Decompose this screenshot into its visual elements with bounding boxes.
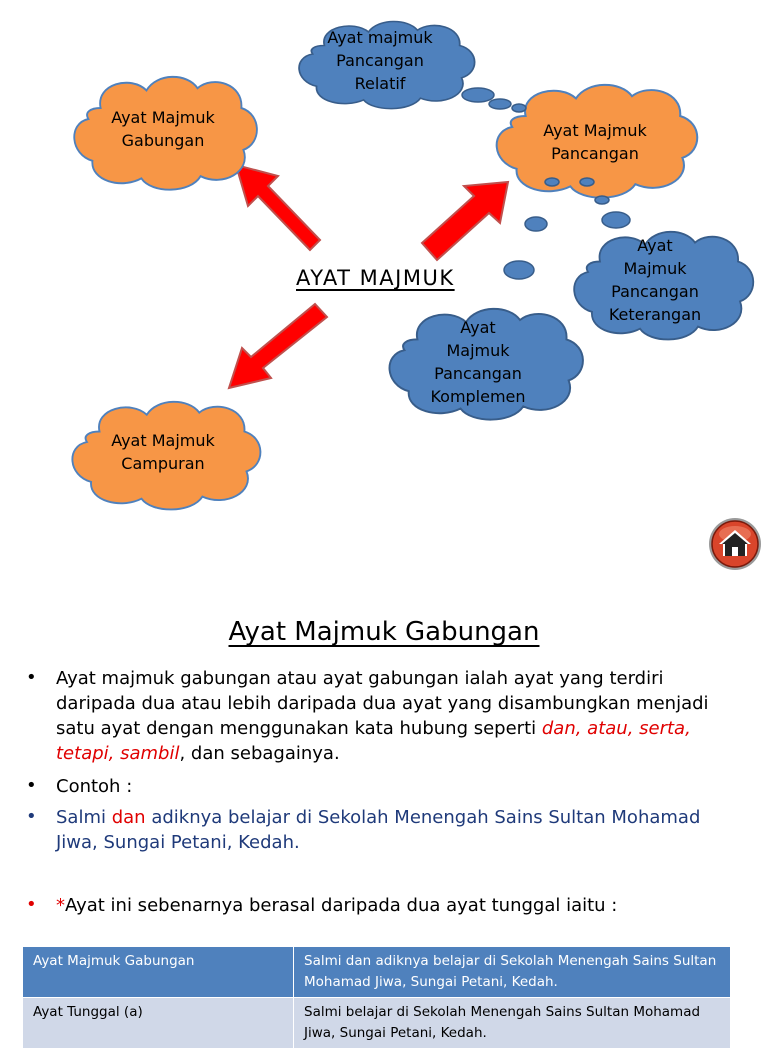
example-part2: adiknya belajar di Sekolah Menengah Sains Sultan Mohamad Jiwa, Sungai Petani, Kedah. — [56, 807, 700, 853]
table-row — [23, 947, 730, 998]
gabungan-slide — [0, 600, 768, 1024]
example-sentence — [56, 805, 746, 855]
page-title: Ayat Majmuk Gabungan — [0, 617, 768, 647]
label-gabungan: Ayat Majmuk Gabungan — [88, 106, 238, 152]
conjunction-list: dan, atau, serta, tetapi, sambil — [56, 718, 691, 764]
diagram-center-title: AYAT MAJMUK — [296, 266, 455, 290]
bullet-1: • — [26, 667, 37, 688]
table-cell: Salmi belajar di Sekolah Menengah Sains Sultan Mohamad Jiwa, Sungai Petani, Kedah. — [294, 998, 731, 1048]
label-pancangan: Ayat Majmuk Pancangan — [520, 119, 670, 165]
bullet-3: • — [26, 806, 37, 827]
label-campuran: Ayat Majmuk Campuran — [88, 429, 238, 475]
note-text — [56, 893, 746, 918]
home-button[interactable] — [707, 516, 763, 572]
arrow-to-gabungan — [236, 165, 320, 250]
comparison-table — [23, 947, 730, 1048]
arrow-to-campuran — [229, 304, 327, 388]
bullet-4: • — [26, 894, 37, 915]
arrow-to-pancangan — [422, 182, 508, 260]
bullet-2: • — [26, 775, 37, 796]
example-part1: Salmi — [56, 807, 112, 828]
label-relatif: Ayat majmuk Pancangan Relatif — [310, 26, 450, 95]
table-cell: Ayat Majmuk Gabungan — [23, 947, 294, 998]
table-cell: Salmi dan adiknya belajar di Sekolah Menengah Sains Sultan Mohamad Jiwa, Sungai Petani, Kedah. — [294, 947, 731, 998]
home-icon — [707, 516, 763, 572]
label-keterangan: Ayat Majmuk Pancangan Keterangan — [580, 234, 730, 326]
label-komplemen: Ayat Majmuk Pancangan Komplemen — [403, 316, 553, 408]
table-cell: Ayat Tunggal (a) — [23, 998, 294, 1048]
definition-text — [56, 666, 746, 766]
contoh-label: Contoh : — [56, 774, 746, 799]
example-conjunction: dan — [112, 807, 146, 828]
note-star: * — [56, 895, 65, 916]
definition-end: , dan sebagainya. — [179, 743, 339, 764]
definition-main: Ayat majmuk gabungan atau ayat gabungan ialah ayat yang terdiri daripada dua atau lebih daripada dua ayat yang disambungkan menjadi satu ayat dengan menggunakan kata hubung seperti — [56, 668, 709, 739]
table-row — [23, 998, 730, 1048]
note-body: Ayat ini sebenarnya berasal daripada dua ayat tunggal iaitu : — [65, 895, 617, 916]
